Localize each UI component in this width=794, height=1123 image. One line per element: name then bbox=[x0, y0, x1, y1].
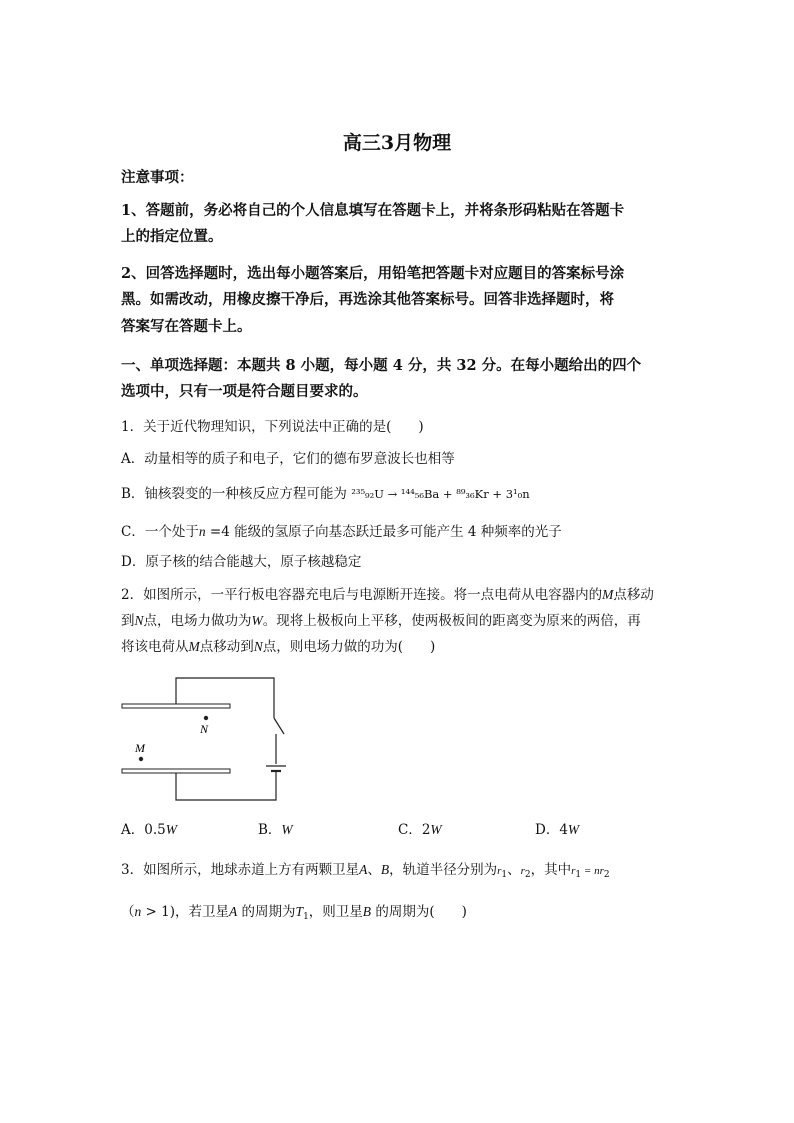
q2-text: 到 bbox=[121, 613, 135, 629]
var-r: r bbox=[571, 865, 576, 877]
bottom-wire bbox=[176, 771, 276, 800]
notice-heading: 注意事项： bbox=[121, 169, 194, 186]
switch bbox=[274, 718, 284, 734]
var-T: T bbox=[295, 904, 304, 919]
q3-text: ，其中 bbox=[530, 862, 572, 878]
notice-item2-line2: 黑。如需改动，用橡皮擦干净后，再选涂其他答案标号。回答非选择题时，将 bbox=[121, 291, 614, 308]
var-W: W bbox=[165, 822, 177, 837]
var-N: N bbox=[253, 639, 263, 654]
var-W: W bbox=[567, 822, 580, 837]
var-N: N bbox=[134, 613, 144, 628]
q1-option-b-text: B．铀核裂变的一种核反应方程可能为 bbox=[121, 486, 347, 502]
subscript: 2 bbox=[603, 870, 610, 880]
nuclear-equation: ²³⁵₉₂U → ¹⁴⁴₅₆Ba + ⁸⁹₃₆Kr + 3¹₀n bbox=[351, 487, 530, 501]
q3-text: 3．如图所示，地球赤道上方有两颗卫星 bbox=[121, 862, 360, 878]
q2-text: 点，电场力做功为 bbox=[143, 613, 252, 629]
point-n bbox=[204, 716, 208, 720]
q2-line3 bbox=[121, 635, 435, 655]
q2-text: 2．如图所示，一平行板电容器充电后与电源断开连接。将一点电荷从电容器内的 bbox=[121, 587, 603, 603]
q3-text: ，轨道半径分别为 bbox=[389, 862, 498, 878]
q2-option-c bbox=[398, 818, 442, 838]
equation: = nr bbox=[581, 865, 604, 877]
q1-option-d: D．原子核的结合能越大，原子核越稳定 bbox=[121, 554, 362, 570]
var-W: W bbox=[251, 613, 263, 628]
page-title: 高三3月物理 bbox=[342, 132, 452, 154]
notice-item2-line3: 答案写在答题卡上。 bbox=[121, 318, 252, 335]
notice-item2-line1: 2、回答选择题时，选出每小题答案后，用铅笔把答题卡对应题目的答案标号涂 bbox=[121, 265, 625, 282]
upper-plate bbox=[122, 704, 230, 708]
q2-option-d bbox=[535, 818, 579, 838]
q1-option-a: A．动量相等的质子和电子，它们的德布罗意波长也相等 bbox=[121, 451, 455, 467]
section1-line1: 一、单项选择题：本题共 8 小题，每小题 4 分，共 32 分。在每小题给出的四个 bbox=[121, 357, 642, 374]
var-A: A bbox=[359, 862, 368, 877]
q2-text: 。现将上极板向上平移，使两极板间的距离变为原来的两倍，再 bbox=[262, 613, 641, 629]
option-label: B． bbox=[258, 822, 282, 838]
lower-plate bbox=[122, 769, 230, 773]
var-W: W bbox=[430, 822, 442, 837]
q3-text: > 1)，若卫星 bbox=[141, 904, 229, 920]
q2-line2 bbox=[121, 609, 641, 629]
q3-text: （ bbox=[121, 904, 135, 920]
var-B: B bbox=[362, 904, 372, 919]
capacitor-circuit-diagram bbox=[118, 672, 298, 807]
q1-option-b bbox=[121, 482, 530, 502]
q2-line1 bbox=[121, 583, 654, 603]
q3-text: 的周期为( ) bbox=[371, 904, 467, 920]
option-label: C．2 bbox=[398, 822, 431, 838]
q3-line1 bbox=[121, 858, 610, 880]
q2-text: 将该电荷从 bbox=[121, 639, 189, 655]
section1-line2: 选项中，只有一项是符合题目要求的。 bbox=[121, 383, 368, 400]
q1-option-c-text2: =4 能级的氢原子向基态跃迁最多可能产生 4 种频率的光子 bbox=[205, 524, 562, 540]
var-r: r bbox=[497, 865, 502, 877]
option-label: A．0.5 bbox=[121, 822, 166, 838]
q2-option-a bbox=[121, 818, 177, 838]
q1-option-c-text1: C．一个处于 bbox=[121, 524, 199, 540]
var-n: n bbox=[198, 524, 206, 539]
q3-line2 bbox=[121, 900, 467, 922]
q2-option-b bbox=[258, 818, 293, 838]
q1-option-c bbox=[121, 520, 562, 540]
q2-text: 点，则电场力做的功为( ) bbox=[262, 639, 436, 655]
var-A: A bbox=[229, 904, 238, 919]
q2-text: 点移动 bbox=[613, 587, 654, 603]
subscript: 1 bbox=[303, 912, 309, 922]
notice-item1-line1: 1、答题前，务必将自己的个人信息填写在答题卡上，并将条形码粘贴在答题卡 bbox=[121, 202, 625, 219]
label-m: M bbox=[135, 741, 145, 755]
q3-text: 、 bbox=[507, 862, 521, 878]
subscript: 1 bbox=[501, 870, 508, 880]
q3-text: 、 bbox=[367, 862, 381, 878]
q2-text: 点移动到 bbox=[199, 639, 254, 655]
top-wire bbox=[176, 678, 274, 718]
point-m bbox=[139, 757, 143, 761]
q1-stem: 1．关于近代物理知识，下列说法中正确的是( ) bbox=[121, 419, 424, 435]
var-W: W bbox=[281, 822, 293, 837]
var-B: B bbox=[380, 862, 390, 877]
var-r: r bbox=[520, 865, 525, 877]
notice-item1-line2: 上的指定位置。 bbox=[121, 228, 223, 245]
option-label: D．4 bbox=[535, 822, 568, 838]
var-n: n bbox=[134, 904, 142, 919]
subscript: 2 bbox=[524, 870, 531, 880]
q3-text: ，则卫星 bbox=[308, 904, 363, 920]
var-M: M bbox=[602, 587, 614, 602]
q3-text: 的周期为 bbox=[237, 904, 296, 920]
var-M: M bbox=[188, 639, 200, 654]
subscript: 1 bbox=[575, 870, 582, 880]
label-n: N bbox=[200, 722, 209, 736]
